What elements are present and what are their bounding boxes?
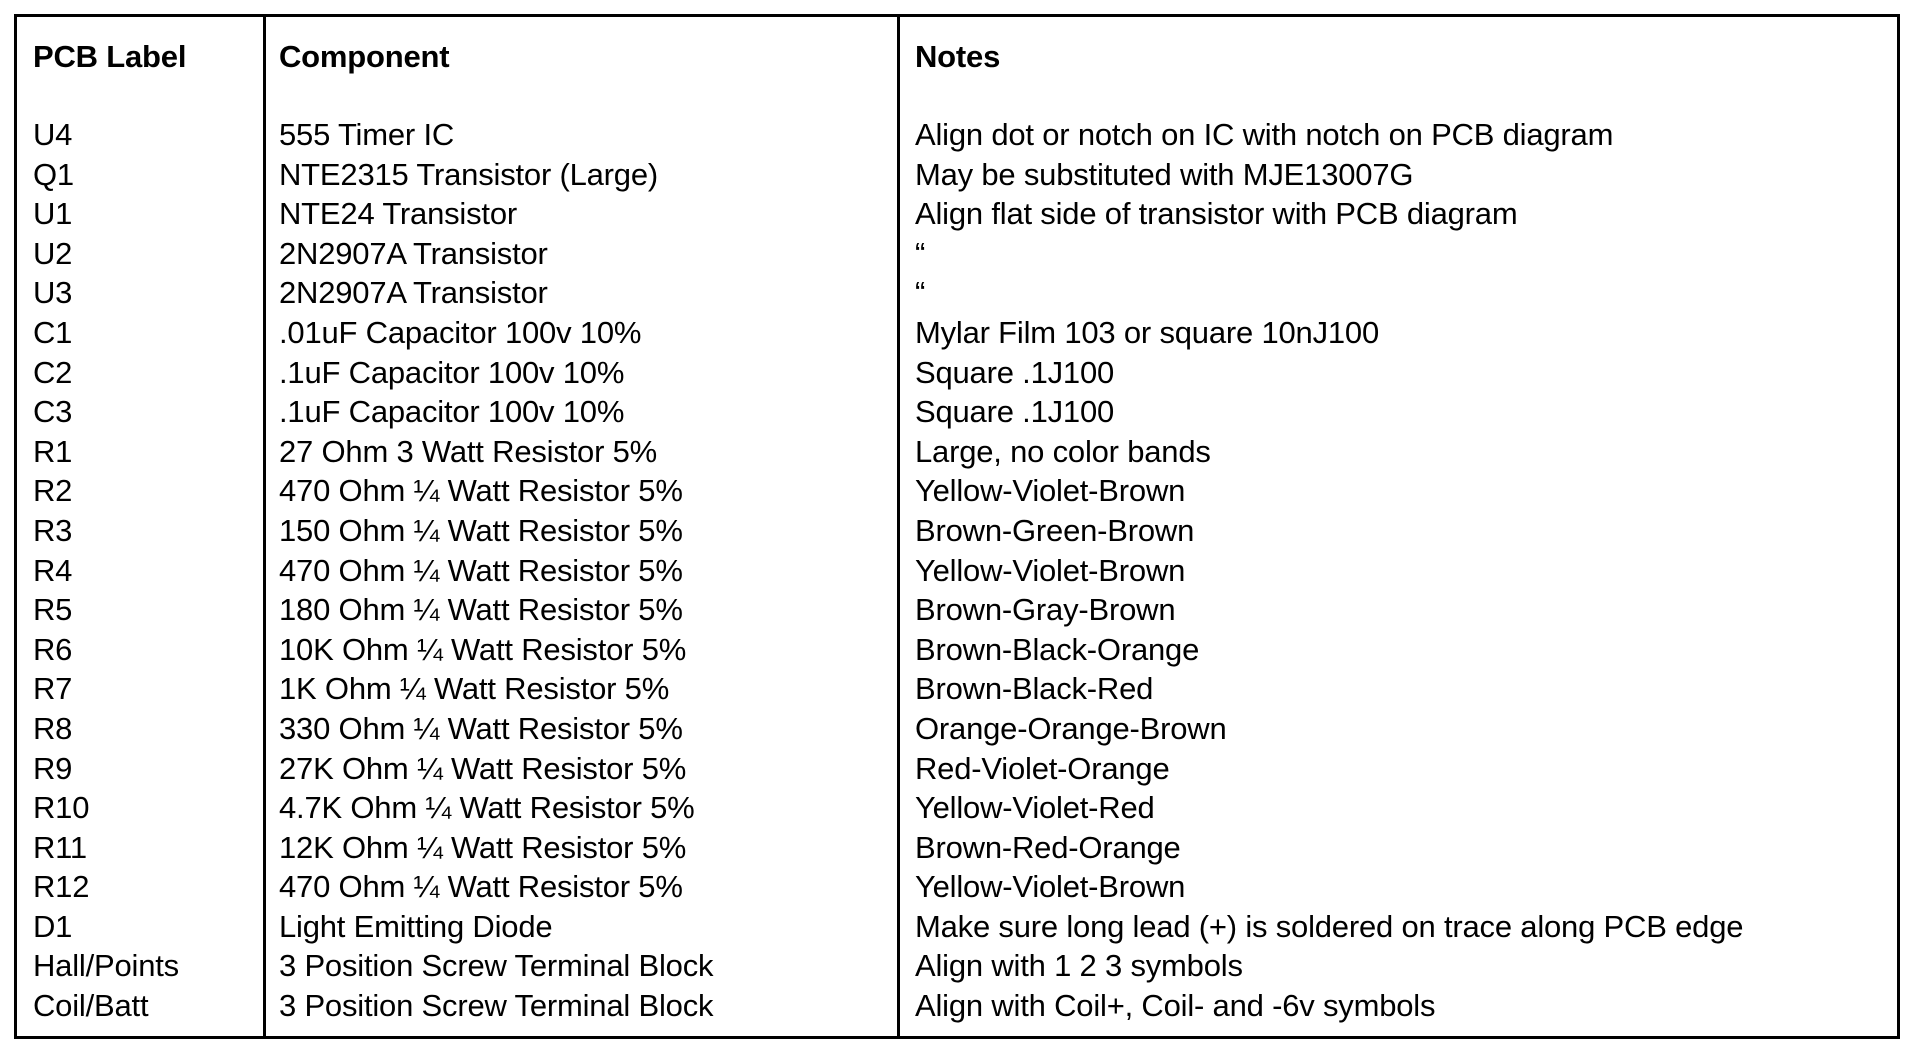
pcb-label-cell: D1: [33, 908, 73, 944]
table-row: [17, 115, 1897, 155]
parts-table: [14, 14, 1900, 1039]
notes-cell: Align with Coil+, Coil- and -6v symbols: [915, 988, 1436, 1024]
component-cell: 150 Ohm ¼ Watt Resistor 5%: [279, 512, 683, 548]
notes-cell: Align flat side of transistor with PCB diagram: [915, 196, 1518, 232]
pcb-label-cell: C3: [33, 394, 73, 430]
pcb-label-cell: R5: [33, 592, 73, 628]
pcb-label-cell: R1: [33, 433, 73, 469]
component-cell: 3 Position Screw Terminal Block: [279, 988, 714, 1024]
pcb-label-cell: R2: [33, 473, 73, 509]
notes-cell: May be substituted with MJE13007G: [915, 156, 1414, 192]
pcb-label-cell: R12: [33, 869, 90, 905]
table-row: [17, 194, 1897, 234]
notes-cell: Brown-Red-Orange: [915, 829, 1181, 865]
table-row: [17, 471, 1897, 511]
pcb-label-cell: U4: [33, 117, 73, 152]
notes-cell: Yellow-Violet-Brown: [915, 473, 1186, 509]
table-row: [17, 234, 1897, 274]
pcb-label-cell: R9: [33, 750, 73, 786]
table-row: [17, 313, 1897, 353]
table-row: [17, 669, 1897, 709]
pcb-label-cell: R11: [33, 829, 87, 865]
pcb-label-cell: R3: [33, 512, 73, 548]
table-row: [17, 273, 1897, 313]
component-cell: 470 Ohm ¼ Watt Resistor 5%: [279, 473, 683, 509]
table-row: [17, 511, 1897, 551]
component-cell: 330 Ohm ¼ Watt Resistor 5%: [279, 710, 683, 746]
notes-cell: Large, no color bands: [915, 433, 1211, 469]
table-row: [17, 590, 1897, 630]
notes-cell: Brown-Green-Brown: [915, 512, 1195, 548]
component-cell: 555 Timer IC: [279, 117, 455, 152]
component-cell: .1uF Capacitor 100v 10%: [279, 394, 625, 430]
pcb-label-cell: C2: [33, 354, 73, 390]
table-row: [17, 709, 1897, 749]
table-body: [17, 115, 1897, 1026]
pcb-label-cell: C1: [33, 314, 73, 350]
pcb-label-cell: R6: [33, 631, 73, 667]
component-cell: 470 Ohm ¼ Watt Resistor 5%: [279, 869, 683, 905]
notes-cell: Yellow-Violet-Brown: [915, 869, 1186, 905]
table-row: [17, 788, 1897, 828]
pcb-label-cell: Coil/Batt: [33, 988, 149, 1024]
notes-cell: Align dot or notch on IC with notch on PCB diagram: [915, 117, 1614, 152]
component-cell: .01uF Capacitor 100v 10%: [279, 314, 642, 350]
notes-cell: Brown-Gray-Brown: [915, 592, 1176, 628]
table-row: [17, 630, 1897, 670]
component-cell: NTE24 Transistor: [279, 196, 517, 232]
table-row: [17, 392, 1897, 432]
pcb-label-cell: Q1: [33, 156, 74, 192]
table-row: [17, 432, 1897, 472]
table-row: [17, 867, 1897, 907]
pcb-label-cell: R10: [33, 790, 90, 826]
notes-cell: Align with 1 2 3 symbols: [915, 948, 1243, 984]
component-cell: NTE2315 Transistor (Large): [279, 156, 659, 192]
component-cell: 4.7K Ohm ¼ Watt Resistor 5%: [279, 790, 695, 826]
notes-cell: Brown-Black-Red: [915, 671, 1154, 707]
component-cell: Light Emitting Diode: [279, 908, 553, 944]
component-cell: 470 Ohm ¼ Watt Resistor 5%: [279, 552, 683, 588]
component-cell: 180 Ohm ¼ Watt Resistor 5%: [279, 592, 683, 628]
header-component: Component: [279, 39, 450, 74]
notes-cell: Red-Violet-Orange: [915, 750, 1170, 786]
component-cell: 1K Ohm ¼ Watt Resistor 5%: [279, 671, 670, 707]
table-row: [17, 155, 1897, 195]
notes-cell: Mylar Film 103 or square 10nJ100: [915, 314, 1379, 350]
component-cell: 12K Ohm ¼ Watt Resistor 5%: [279, 829, 687, 865]
component-cell: 3 Position Screw Terminal Block: [279, 948, 714, 984]
pcb-label-cell: U3: [33, 275, 73, 311]
table-row: [17, 946, 1897, 986]
table-row: [17, 828, 1897, 868]
component-cell: 10K Ohm ¼ Watt Resistor 5%: [279, 631, 687, 667]
component-cell: .1uF Capacitor 100v 10%: [279, 354, 625, 390]
notes-cell: “: [915, 275, 926, 311]
component-cell: 2N2907A Transistor: [279, 235, 548, 271]
header-notes: Notes: [915, 39, 1001, 74]
notes-cell: Brown-Black-Orange: [915, 631, 1200, 667]
header-pcb-label: PCB Label: [33, 39, 187, 74]
table-row: [17, 551, 1897, 591]
notes-cell: Orange-Orange-Brown: [915, 710, 1227, 746]
pcb-label-cell: R7: [33, 671, 73, 707]
table-row: [17, 986, 1897, 1026]
notes-cell: Square .1J100: [915, 394, 1115, 430]
table-row: [17, 749, 1897, 789]
notes-cell: Make sure long lead (+) is soldered on trace along PCB edge: [915, 908, 1744, 944]
notes-cell: Square .1J100: [915, 354, 1115, 390]
pcb-label-cell: U1: [33, 196, 73, 232]
table-row: [17, 907, 1897, 947]
notes-cell: Yellow-Violet-Brown: [915, 552, 1186, 588]
pcb-label-cell: R4: [33, 552, 73, 588]
notes-cell: Yellow-Violet-Red: [915, 790, 1155, 826]
component-cell: 2N2907A Transistor: [279, 275, 548, 311]
pcb-label-cell: R8: [33, 710, 73, 746]
pcb-label-cell: Hall/Points: [33, 948, 179, 984]
component-cell: 27K Ohm ¼ Watt Resistor 5%: [279, 750, 687, 786]
pcb-label-cell: U2: [33, 235, 73, 271]
table-row: [17, 353, 1897, 393]
component-cell: 27 Ohm 3 Watt Resistor 5%: [279, 433, 658, 469]
notes-cell: “: [915, 235, 926, 271]
